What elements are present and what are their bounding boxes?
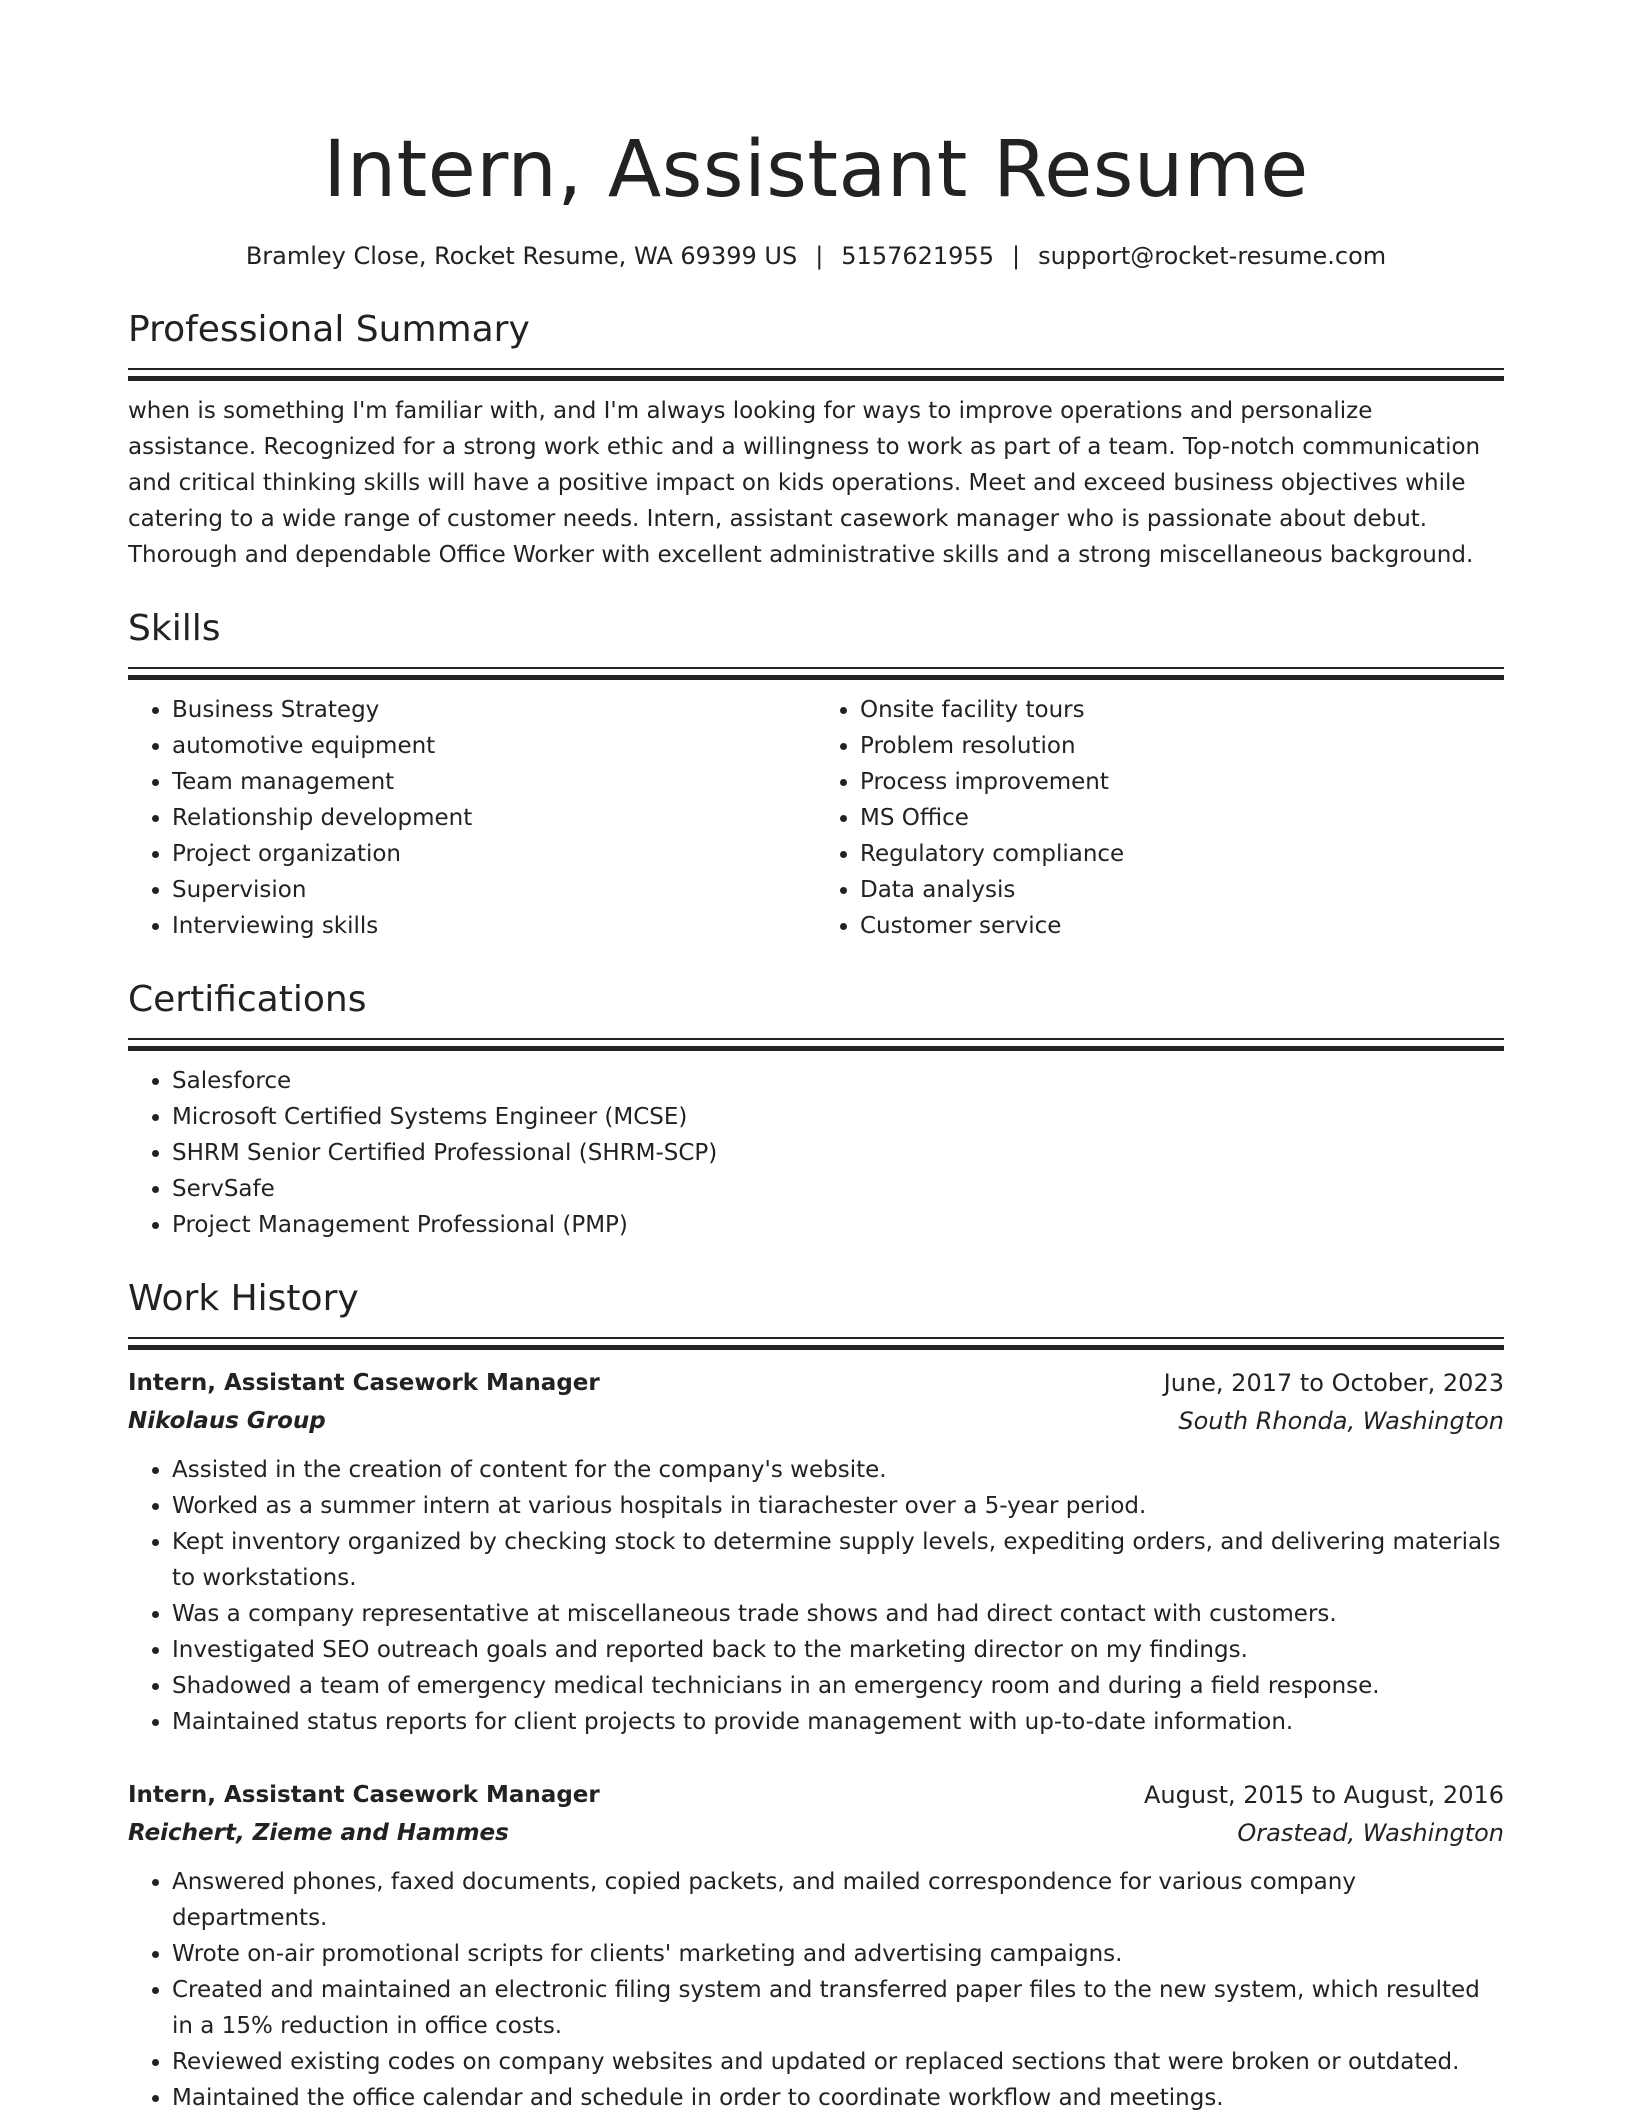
job-bullets xyxy=(128,1864,1504,2116)
job-title: Intern, Assistant Casework Manager xyxy=(128,1370,600,1396)
job-bullet: • Was a company representative at miscellaneous trade shows and had direct contact with customers. xyxy=(172,1596,1504,1632)
job-location: Orastead, Washington xyxy=(1237,1819,1504,1847)
contact-separator: | xyxy=(1011,242,1021,270)
section-rule xyxy=(128,1337,1504,1339)
job-bullets xyxy=(128,1452,1504,1740)
section-rule-thick xyxy=(128,1046,1504,1051)
certification-item: • ServSafe xyxy=(172,1171,1504,1207)
skill-item: • Team management xyxy=(172,764,816,800)
section-rule xyxy=(128,667,1504,669)
skills-heading: Skills xyxy=(128,608,221,649)
skill-item: • MS Office xyxy=(860,800,1504,836)
skill-item: • Onsite facility tours xyxy=(860,692,1504,728)
section-rule-thick xyxy=(128,376,1504,381)
job-bullet: • Maintained the office calendar and schedule in order to coordinate workflow and meetings. xyxy=(172,2080,1504,2116)
job-entry xyxy=(128,1776,1504,2116)
contact-separator: | xyxy=(815,242,824,270)
skill-item: • Project organization xyxy=(172,836,816,872)
job-dates: August, 2015 to August, 2016 xyxy=(1144,1781,1504,1809)
section-rule xyxy=(128,1038,1504,1040)
skill-item: • Relationship development xyxy=(172,800,816,836)
skill-item: • Regulatory compliance xyxy=(860,836,1504,872)
work-history-section xyxy=(128,1275,1504,2116)
contact-email: support@rocket-resume.com xyxy=(1038,242,1387,270)
certification-item: • SHRM Senior Certified Professional (SHRM-SCP) xyxy=(172,1135,1504,1171)
skills-columns xyxy=(128,692,1504,944)
certification-item: • Microsoft Certified Systems Engineer (MCSE) xyxy=(172,1099,1504,1135)
skill-item: • Business Strategy xyxy=(172,692,816,728)
certifications-section xyxy=(128,976,1504,1243)
job-bullet: • Kept inventory organized by checking stock to determine supply levels, expediting orders, and delivering materials to workstations. xyxy=(172,1524,1504,1596)
summary-section xyxy=(128,306,1504,573)
job-bullet: • Reviewed existing codes on company websites and updated or replaced sections that were broken or outdated. xyxy=(172,2044,1504,2080)
job-subheader-row xyxy=(128,1814,1504,1852)
job-company: Reichert, Zieme and Hammes xyxy=(128,1820,509,1846)
skill-item: • Supervision xyxy=(172,872,816,908)
job-header-row xyxy=(128,1364,1504,1402)
skill-item: • Data analysis xyxy=(860,872,1504,908)
job-dates: June, 2017 to October, 2023 xyxy=(1163,1369,1504,1397)
certifications-heading: Certifications xyxy=(128,979,367,1020)
summary-text: when is something I'm familiar with, and I'm always looking for ways to improve operations and personalize assistance. Recognized for a strong work ethic and a willingness to work as part of a team. Top-notch communication and critical thinking skills will have a positive impact on kids operations. Meet and exceed business objectives while catering to a wide range of customer needs. Intern, assistant casework manager who is passionate about debut. Thorough and dependable Office Worker with excellent administrative skills and a strong miscellaneous background. xyxy=(128,398,1481,568)
certifications-list xyxy=(128,1063,1504,1243)
section-rule xyxy=(128,368,1504,370)
job-bullet: • Maintained status reports for client projects to provide management with up-to-date information. xyxy=(172,1704,1504,1740)
skills-list-right xyxy=(816,692,1504,944)
contact-line xyxy=(128,240,1504,272)
skills-section xyxy=(128,605,1504,944)
skill-item: • automotive equipment xyxy=(172,728,816,764)
job-bullet: • Answered phones, faxed documents, copied packets, and mailed correspondence for various company departments. xyxy=(172,1864,1504,1936)
section-rule-thick xyxy=(128,675,1504,680)
job-bullet: • Shadowed a team of emergency medical technicians in an emergency room and during a field response. xyxy=(172,1668,1504,1704)
job-bullet: • Wrote on-air promotional scripts for clients' marketing and advertising campaigns. xyxy=(172,1936,1504,1972)
section-rule-thick xyxy=(128,1345,1504,1350)
job-company: Nikolaus Group xyxy=(128,1408,326,1434)
job-bullet: • Investigated SEO outreach goals and reported back to the marketing director on my findings. xyxy=(172,1632,1504,1668)
resume-title: Intern, Assistant Resume xyxy=(323,125,1309,215)
resume-page xyxy=(128,0,1504,2112)
skills-list-left xyxy=(128,692,816,944)
contact-phone: 5157621955 xyxy=(841,242,994,270)
certification-item: • Salesforce xyxy=(172,1063,1504,1099)
job-bullet: • Worked as a summer intern at various hospitals in tiarachester over a 5-year period. xyxy=(172,1488,1504,1524)
skill-item: • Process improvement xyxy=(860,764,1504,800)
job-header-row xyxy=(128,1776,1504,1814)
skill-item: • Interviewing skills xyxy=(172,908,816,944)
job-bullet: • Assisted in the creation of content for the company's website. xyxy=(172,1452,1504,1488)
job-entry xyxy=(128,1364,1504,1740)
job-bullet: • Created and maintained an electronic filing system and transferred paper files to the new system, which resulted in a 15% reduction in office costs. xyxy=(172,1972,1504,2044)
contact-address: Bramley Close, Rocket Resume, WA 69399 US xyxy=(245,242,798,270)
work-history-heading: Work History xyxy=(128,1278,359,1319)
summary-heading: Professional Summary xyxy=(128,309,530,350)
job-location: South Rhonda, Washington xyxy=(1178,1407,1504,1435)
skill-item: • Customer service xyxy=(860,908,1504,944)
job-subheader-row xyxy=(128,1402,1504,1440)
job-title: Intern, Assistant Casework Manager xyxy=(128,1782,600,1808)
skill-item: • Problem resolution xyxy=(860,728,1504,764)
certification-item: • Project Management Professional (PMP) xyxy=(172,1207,1504,1243)
